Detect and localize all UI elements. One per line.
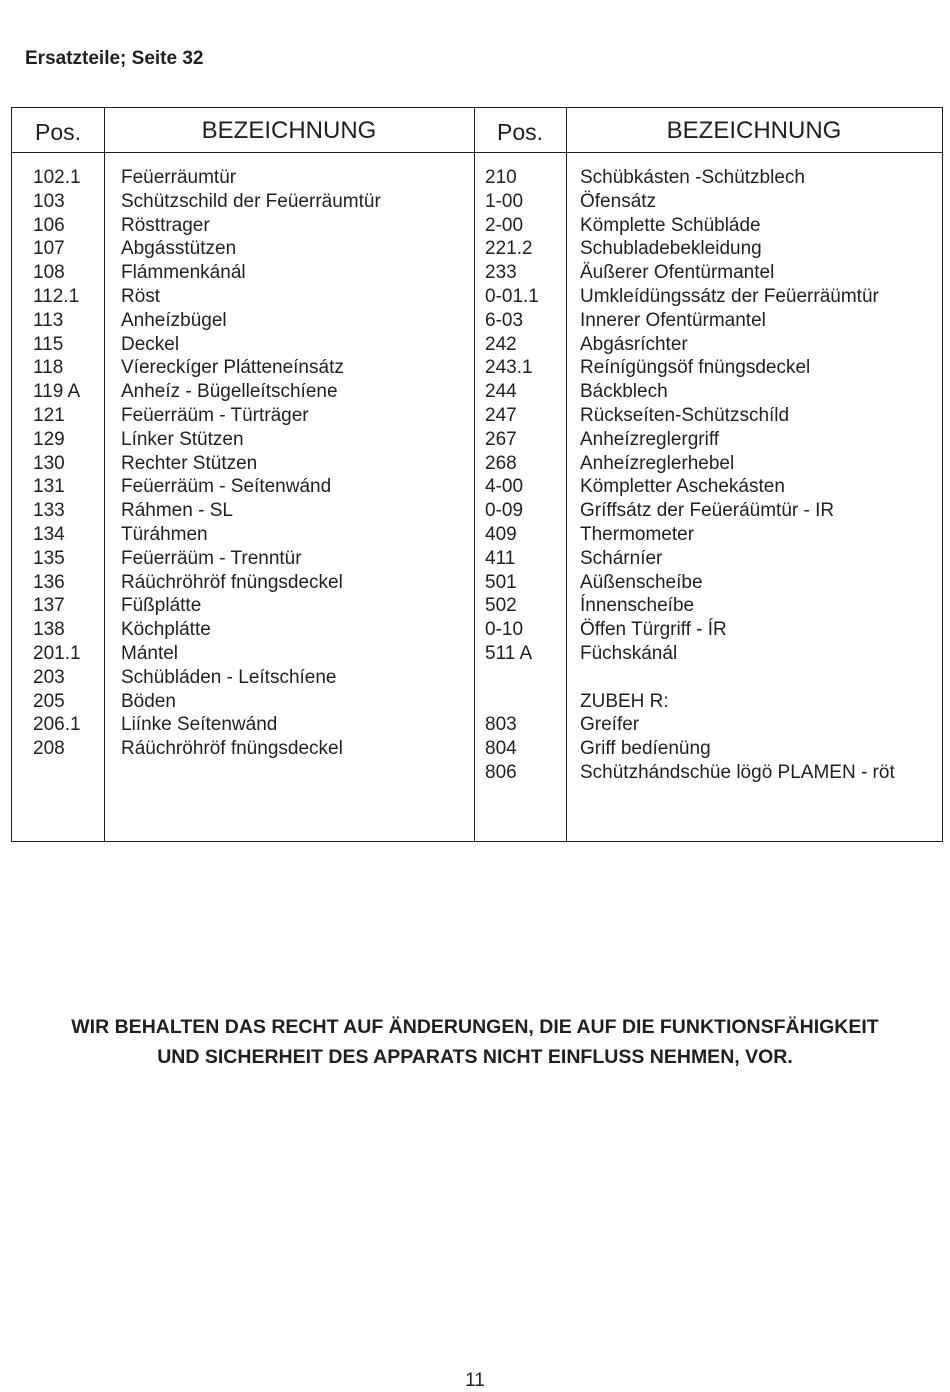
- part-position: 0-10: [485, 619, 524, 641]
- right-designation-header: BEZEICHNUNG: [666, 117, 842, 144]
- part-designation: Flámmenkánál: [121, 262, 246, 284]
- part-designation: Schárníer: [580, 547, 663, 569]
- part-designation: Böden: [121, 690, 176, 712]
- part-designation: Feüerräüm - Türträger: [121, 404, 309, 426]
- part-position: 806: [485, 761, 517, 783]
- right-pos-header: Pos.: [496, 119, 544, 145]
- disclaimer-note: [0, 1012, 950, 1072]
- part-designation: Mántel: [121, 642, 179, 664]
- part-position: 0-09: [485, 500, 524, 522]
- part-designation: Greífer: [580, 714, 640, 736]
- part-designation: Füchskánál: [580, 642, 678, 664]
- part-position: 138: [33, 619, 65, 641]
- part-designation: Rösttrager: [121, 214, 210, 236]
- part-designation: [580, 666, 895, 690]
- part-position: 1-00: [485, 190, 524, 212]
- part-designation: Türáhmen: [121, 523, 208, 545]
- part-position: 134: [33, 523, 65, 545]
- part-position: 242: [485, 333, 517, 355]
- column-divider: [566, 108, 567, 841]
- header-divider: [12, 152, 942, 153]
- left-pos-header: Pos.: [34, 119, 82, 145]
- part-position: 267: [485, 428, 517, 450]
- left-designation-header: BEZEICHNUNG: [201, 117, 377, 144]
- part-position: 4-00: [485, 476, 524, 498]
- part-position: 130: [33, 452, 65, 474]
- part-position: 108: [33, 262, 65, 284]
- part-designation: Rechter Stützen: [121, 452, 258, 474]
- part-position: [485, 690, 539, 714]
- part-designation: Deckel: [121, 333, 180, 355]
- part-position: 135: [33, 547, 65, 569]
- part-designation: Feüerräüm - Seítenwánd: [121, 476, 332, 498]
- part-designation: Schubladebekleidung: [580, 238, 762, 260]
- part-designation: Röst: [121, 285, 161, 307]
- part-position: 133: [33, 500, 65, 522]
- part-designation: Abgásstützen: [121, 238, 237, 260]
- part-designation: Öfensátz: [580, 190, 657, 212]
- part-position: 129: [33, 428, 65, 450]
- left-designation-column: [121, 166, 381, 761]
- part-designation: Ínnenscheíbe: [580, 595, 695, 617]
- part-designation: Anheízreglergriff: [580, 428, 720, 450]
- part-position: 206.1: [33, 714, 81, 736]
- part-designation: Anheízreglerhebel: [580, 452, 735, 474]
- part-position: 121: [33, 404, 65, 426]
- part-position: 210: [485, 167, 517, 188]
- part-designation: Innerer Ofentürmantel: [580, 309, 766, 331]
- part-position: 804: [485, 738, 517, 760]
- part-position: 205: [33, 690, 65, 712]
- column-divider: [104, 108, 105, 841]
- disclaimer-line-2: UND SICHERHEIT DES APPARATS NICHT EINFLUSS NEHMEN, VOR.: [157, 1046, 793, 1068]
- part-position: 502: [485, 595, 517, 617]
- right-pos-column: [485, 166, 539, 785]
- part-position: 803: [485, 714, 517, 736]
- part-designation: Griff bedíenüng: [580, 738, 711, 760]
- page-title: Ersatzteile; Seite 32: [25, 48, 204, 69]
- part-designation: Kömplette Schübláde: [580, 214, 761, 236]
- part-designation: Köchplátte: [121, 619, 211, 641]
- part-designation: ZUBEH R:: [580, 690, 669, 712]
- part-position: 112.1: [33, 285, 80, 307]
- part-designation: Schübkásten -Schützblech: [580, 167, 805, 188]
- disclaimer-line-1: WIR BEHALTEN DAS RECHT AUF ÄNDERUNGEN, DIE AUF DIE FUNKTIONSFÄHIGKEIT: [71, 1016, 879, 1038]
- part-position: 2-00: [485, 214, 524, 236]
- right-designation-column: [580, 166, 895, 785]
- left-pos-column: [33, 166, 81, 761]
- column-divider: [474, 108, 475, 841]
- part-designation: Ráhmen - SL: [121, 500, 233, 522]
- part-designation: Ráüchröhröf fnüngsdeckel: [121, 738, 343, 760]
- part-designation: Äußerer Ofentürmantel: [580, 262, 775, 284]
- page-number: 11: [465, 1370, 485, 1391]
- part-position: 102.1: [33, 167, 81, 188]
- part-position: 119 A: [33, 381, 81, 403]
- part-position: 6-03: [485, 309, 524, 331]
- part-designation: Rückseíten-Schützschíld: [580, 404, 790, 426]
- part-position: 107: [33, 238, 65, 260]
- part-designation: Abgásríchter: [580, 333, 688, 355]
- part-designation: Kömpletter Aschekásten: [580, 476, 785, 498]
- part-position: 244: [485, 381, 517, 403]
- part-designation: Feüerräumtür: [121, 167, 237, 188]
- part-designation: Thermometer: [580, 523, 695, 545]
- part-designation: Schübláden - Leítschíene: [121, 666, 337, 688]
- part-designation: Ráüchröhröf fnüngsdeckel: [121, 571, 343, 593]
- part-position: 411: [485, 547, 516, 569]
- part-designation: Reínígüngsöf fnüngsdeckel: [580, 357, 811, 379]
- part-position: 131: [33, 476, 65, 498]
- part-position: 268: [485, 452, 517, 474]
- part-designation: Báckblech: [580, 381, 668, 403]
- part-designation: Línker Stützen: [121, 428, 244, 450]
- part-position: 115: [33, 333, 64, 355]
- part-designation: Liínke Seítenwánd: [121, 714, 278, 736]
- parts-table: [11, 107, 943, 842]
- part-position: 113: [33, 309, 64, 331]
- part-designation: Füßplátte: [121, 595, 202, 617]
- part-position: 501: [485, 571, 517, 593]
- part-position: 137: [33, 595, 65, 617]
- part-designation: Víereckíger Plátteneínsátz: [121, 357, 344, 379]
- part-designation: Anheízbügel: [121, 309, 227, 331]
- part-position: 208: [33, 738, 65, 760]
- part-position: 247: [485, 404, 517, 426]
- part-designation: Anheíz - Bügelleítschíene: [121, 381, 338, 403]
- part-position: 221.2: [485, 238, 533, 260]
- part-position: 409: [485, 523, 517, 545]
- part-designation: Schützschild der Feüerräumtür: [121, 190, 381, 212]
- part-position: 203: [33, 666, 65, 688]
- part-position: [485, 666, 539, 690]
- part-position: 243.1: [485, 357, 533, 379]
- part-designation: Schützhándschüe lögö PLAMEN - röt: [580, 761, 895, 783]
- part-position: 106: [33, 214, 65, 236]
- part-position: 511 A: [485, 642, 533, 664]
- part-position: 201.1: [33, 642, 81, 664]
- part-designation: Öffen Türgriff - ÍR: [580, 619, 727, 641]
- part-designation: Umkleídüngssátz der Feüerräümtür: [580, 285, 879, 307]
- part-position: 0-01.1: [485, 285, 539, 307]
- part-designation: Feüerräüm - Trenntür: [121, 547, 302, 569]
- part-position: 103: [33, 190, 65, 212]
- part-designation: Gríffsátz der Feüeráümtür - IR: [580, 500, 835, 522]
- part-position: 233: [485, 262, 517, 284]
- part-designation: Aüßenscheíbe: [580, 571, 703, 593]
- part-position: 118: [33, 357, 64, 379]
- part-position: 136: [33, 571, 65, 593]
